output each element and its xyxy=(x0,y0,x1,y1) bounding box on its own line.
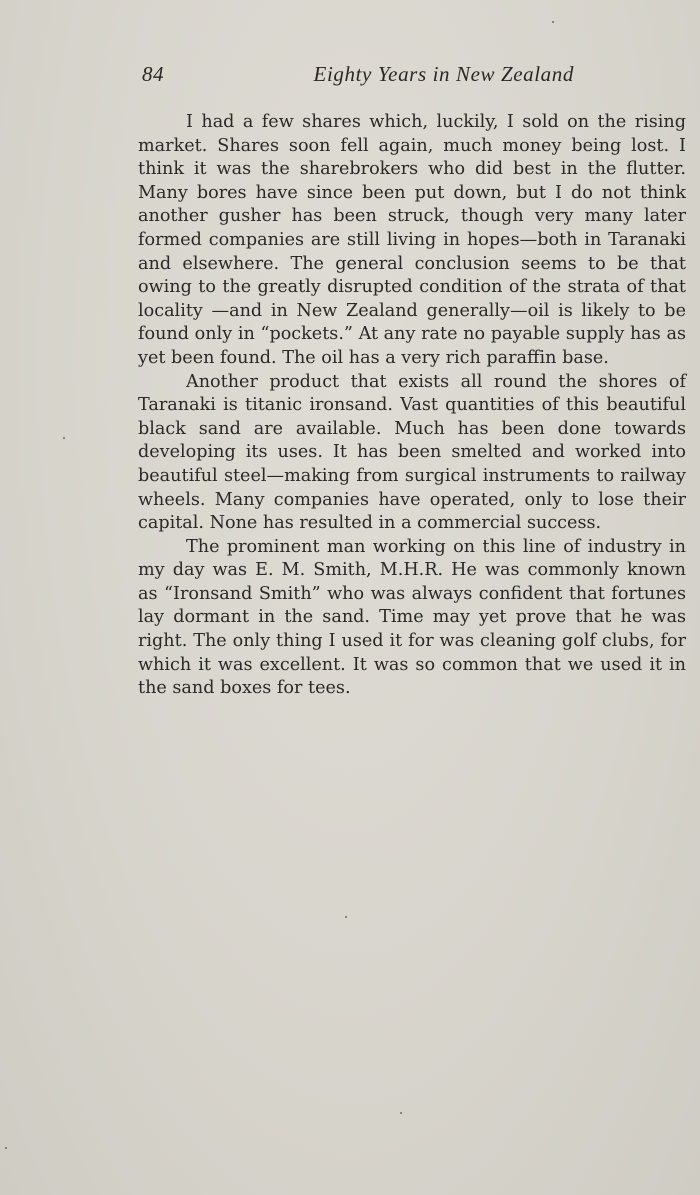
running-title: Eighty Years in New Zealand xyxy=(313,62,574,86)
paper-speck xyxy=(5,1147,7,1149)
paper-speck xyxy=(345,916,347,918)
paragraph-ironsand-smith: The prominent man working on this line of industry in my day was E. M. Smith, M.H.R. He was commonly known as “Ironsand Smith” who was always confident that fortunes lay dormant in the sand. Time may yet prove that he was right. The only thing I used it for was cleaning golf clubs, for which it was excellent. It was so common that we used it in the sand boxes for tees. xyxy=(138,536,686,699)
paragraph-ironsand: Another product that exists all round the shores of Taranaki is titanic ironsand. Vast quantities of this beautiful black sand are available. Much has been done towards developing its uses. It has been smelted and worked into beautiful steel—making from surgical instruments to railway wheels. Many companies have operated, only to lose their capital. None has resulted in a commercial success. xyxy=(138,371,686,534)
paper-speck xyxy=(400,1112,402,1114)
page-number: 84 xyxy=(142,62,164,86)
paper-speck xyxy=(552,21,554,23)
paragraph-oil-shares: I had a few shares which, luckily, I sold on the rising market. Shares soon fell again, much money being lost. I think it was the sharebrokers who did best in the flutter. Many bores have since been put down, but I do not think another gusher has been struck, though very many later formed companies are still living in hopes—both in Taranaki and elsewhere. The general conclusion seems to be that owing to the greatly disrupted condition of the strata of that locality —and in New Zealand generally—oil is likely to be found only in “pockets.” At any rate no payable supply has as yet been found. The oil has a very rich paraffin base. xyxy=(138,112,686,368)
body-text xyxy=(138,111,686,701)
paper-speck xyxy=(63,437,65,439)
page-header xyxy=(142,62,574,90)
